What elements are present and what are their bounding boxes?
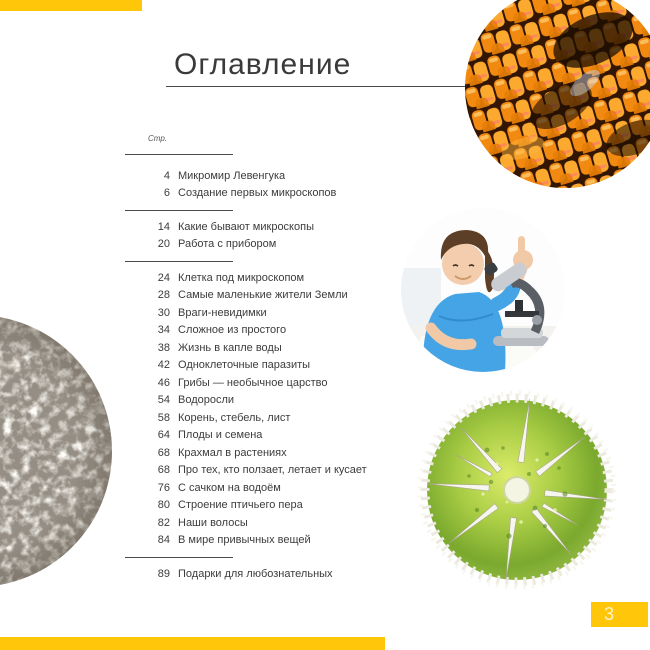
toc-entry <box>125 236 405 254</box>
toc-entry-page: 14 <box>157 220 170 233</box>
toc-entry <box>125 269 405 287</box>
toc-entry-page: 28 <box>157 289 170 302</box>
toc-entry-page: 34 <box>157 324 170 337</box>
toc-entry-page: 76 <box>157 481 170 494</box>
toc-entry <box>125 565 405 583</box>
bottom-accent-bar <box>0 637 385 650</box>
toc-entry-title: Водоросли <box>178 394 235 407</box>
toc-entry-title: Наши волосы <box>178 516 248 529</box>
toc-entry-page: 20 <box>157 238 170 251</box>
toc-entry <box>125 514 405 532</box>
toc-entry-title: Работа с прибором <box>178 238 277 251</box>
toc-entry-page: 38 <box>157 341 170 354</box>
toc-entry <box>125 532 405 550</box>
toc-entry <box>125 339 405 357</box>
toc-entry-title: Микромир Левенгука <box>178 169 286 182</box>
toc-entry <box>125 357 405 375</box>
toc-entry-page: 4 <box>163 169 170 182</box>
toc-entry-page: 46 <box>157 376 170 389</box>
toc-entry-title: С сачком на водоём <box>178 481 281 494</box>
toc-entry-title: Одноклеточные паразиты <box>178 359 311 372</box>
toc-entry-page: 80 <box>157 499 170 512</box>
green-algae-image <box>417 390 617 590</box>
toc-group-separator <box>125 557 233 558</box>
toc-entry-page: 54 <box>157 394 170 407</box>
toc-entry <box>125 409 405 427</box>
toc-entry-title: Корень, стебель, лист <box>178 411 291 424</box>
toc-entry <box>125 185 405 203</box>
toc-entry-page: 82 <box>157 516 170 529</box>
toc-entry-page: 68 <box>157 464 170 477</box>
title-rule <box>166 86 466 87</box>
toc-entry-page: 64 <box>157 429 170 442</box>
sponge-texture-image <box>0 315 112 587</box>
toc-group-separator <box>125 261 233 262</box>
toc-entry <box>125 497 405 515</box>
toc-entry-title: Какие бывают микроскопы <box>178 220 314 233</box>
toc-entry-title: Подарки для любознательных <box>178 567 333 580</box>
toc-entry-page: 30 <box>157 306 170 319</box>
toc-entry-title: Крахмал в растениях <box>178 446 287 459</box>
toc-column-header: Стр. <box>148 134 168 143</box>
toc-entry-page: 84 <box>157 534 170 547</box>
toc-entry-page: 68 <box>157 446 170 459</box>
toc-entry <box>125 374 405 392</box>
toc-entry-title: Про тех, кто ползает, летает и кусает <box>178 464 367 477</box>
toc-group-separator <box>125 210 233 211</box>
toc-entry-title: Строение птичьего пера <box>178 499 303 512</box>
toc-entry <box>125 304 405 322</box>
toc-rule <box>125 154 233 155</box>
butterfly-wing-scales-image <box>465 0 650 188</box>
toc-entry-page: 89 <box>157 567 170 580</box>
toc-entry <box>125 392 405 410</box>
toc-entry-page: 42 <box>157 359 170 372</box>
toc-entry-title: Создание первых микроскопов <box>178 187 337 200</box>
toc-entry <box>125 462 405 480</box>
toc-entry <box>125 287 405 305</box>
toc-entry-page: 58 <box>157 411 170 424</box>
toc-entry-title: Клетка под микроскопом <box>178 271 305 284</box>
page-title: Оглавление <box>174 48 352 81</box>
toc-entry <box>125 322 405 340</box>
girl-with-microscope-image <box>401 208 565 372</box>
page-number-badge <box>591 602 648 627</box>
toc-entry-title: Жизнь в капле воды <box>178 341 282 354</box>
toc-entry-title: Враги-невидимки <box>178 306 267 319</box>
top-accent-bar <box>0 0 142 11</box>
toc-entry-title: В мире привычных вещей <box>178 534 311 547</box>
toc-entry-page: 6 <box>163 187 170 200</box>
toc-entry <box>125 427 405 445</box>
toc-entry-title: Самые маленькие жители Земли <box>178 289 348 302</box>
toc-entry <box>125 167 405 185</box>
table-of-contents <box>125 134 405 583</box>
toc-entry <box>125 444 405 462</box>
toc-entry <box>125 479 405 497</box>
toc-entry <box>125 218 405 236</box>
toc-entry-title: Сложное из простого <box>178 324 287 337</box>
toc-entry-title: Грибы — необычное царство <box>178 376 328 389</box>
toc-entry-title: Плоды и семена <box>178 429 263 442</box>
page-number: 3 <box>604 604 615 624</box>
toc-entry-page: 24 <box>157 271 170 284</box>
